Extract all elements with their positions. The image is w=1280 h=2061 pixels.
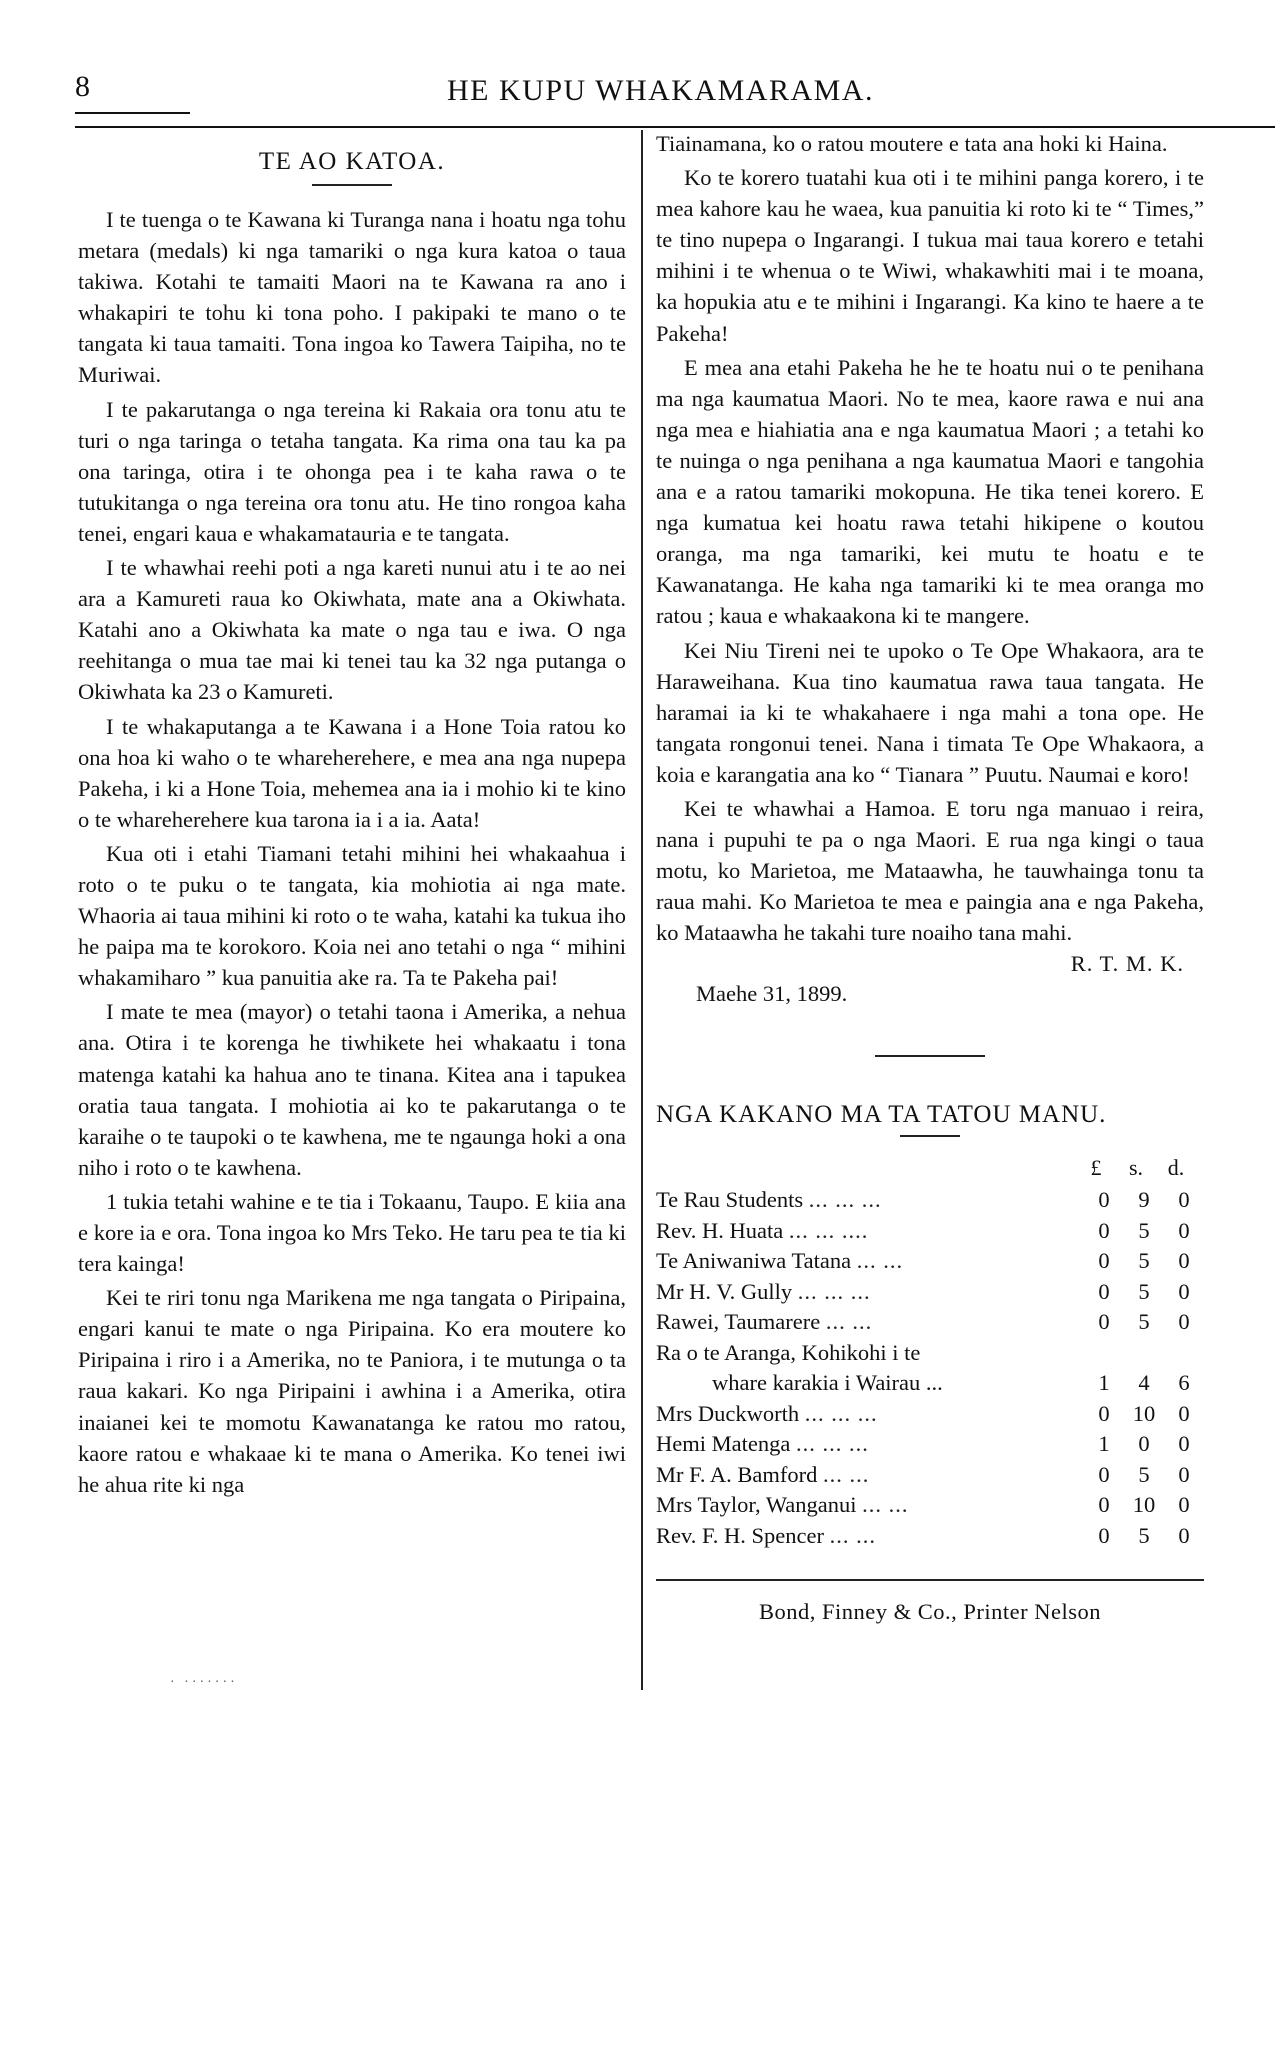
amount-pounds: 0 [1098, 1309, 1110, 1335]
subscriber-name [656, 1399, 1084, 1430]
bottom-mark: · ······· [170, 1675, 238, 1690]
subscription-row [656, 1216, 1204, 1247]
amount-pence: 0 [1178, 1461, 1190, 1487]
page-number-rule [75, 112, 190, 114]
amount-pence: 0 [1178, 1522, 1190, 1548]
subscription-row [656, 1429, 1204, 1460]
subscriber-name-text: Rawei, Taumarere [656, 1309, 821, 1335]
subscriber-name-text: Te Aniwaniwa Tatana [656, 1248, 852, 1274]
subscription-row [656, 1460, 1204, 1491]
column-divider [641, 130, 643, 1690]
amount-shillings: 4 [1138, 1370, 1150, 1396]
amount-pence: 0 [1178, 1431, 1190, 1457]
amount-shillings: 5 [1138, 1522, 1150, 1548]
amount-pounds: 0 [1098, 1522, 1110, 1548]
subscriber-name-text: Mr H. V. Gully [656, 1278, 793, 1304]
article-paragraph: Kei te riri tonu nga Marikena me nga tangata o Piripaina, engari kanui te mate o nga Piripaina. Ko era moutere ko Piripaina i riro i a Amerika, no te Paniora, i te mutunga o ta raua kakari. Ko nga Piripaini i awhina i a Amerika, otira inaianei kei te momotu Kawanatanga ke ratou mo ratou, kaore ratou e whakaae ki te mana o Amerika. Ko tenei iwi he ahua rite ki nga [78, 1285, 626, 1497]
leader-dots: ... ... ... [804, 1400, 878, 1426]
amount-pounds: 0 [1098, 1400, 1110, 1426]
article-paragraph: Kua oti i etahi Tiamani tetahi mihini hei whakaahua i roto o te puku o te tangata, kia mohiotia ai nga mate. Whaoria ai taua mihini ki roto o te waha, katahi ka tukua iho he paipa ma te korokoro. Koia nei ano tetahi o nga “ mihini whakamiharo ” kua panuitia ake ra. Ta te Pakeha pai! [78, 840, 626, 991]
subscriber-name [656, 1216, 1084, 1247]
pounds-header: £ [1090, 1155, 1102, 1181]
subscriber-name [656, 1429, 1084, 1460]
article-paragraph: Tiainamana, ko o ratou moutere e tata ana hoki ki Haina. [656, 131, 1168, 156]
amount-shillings: 5 [1138, 1248, 1150, 1274]
amount-shillings: 5 [1138, 1278, 1150, 1304]
article-paragraph: I te tuenga o te Kawana ki Turanga nana i hoatu nga tohu metara (medals) ki nga tamariki o nga kura katoa o taua takiwa. Kotahi te tamaiti Maori na te Kawana ra ano i whakapiri te tohu ki tona poho. I pakipaki te mano o te tangata ki taua tamaiti. Tona ingoa ko Tawera Taipiha, no te Muriwai. [78, 207, 626, 388]
signature: R. T. M. K. [1070, 951, 1184, 977]
subscription-row [656, 1246, 1204, 1277]
amount-pence: 0 [1178, 1492, 1190, 1518]
subscriptions-list [656, 1185, 1204, 1551]
subscriber-name [656, 1521, 1084, 1552]
leader-dots: ... ... [825, 1309, 873, 1335]
pence-header: d. [1167, 1155, 1185, 1181]
amount-shillings: 5 [1138, 1461, 1150, 1487]
subscription-row [656, 1521, 1204, 1552]
leader-dots: ... ... ... [808, 1187, 882, 1213]
printer-imprint: Bond, Finney & Co., Printer Nelson [759, 1599, 1101, 1625]
article-paragraph: I mate te mea (mayor) o tetahi taona i Amerika, a nehua ana. Otira i te korenga he tiwhikete hei whakaatu i tona matenga katahi ka hahua ano te tinana. Kitea ana i tapukea oratia taua tangata. I mohiotia ai ko te pakarutanga o te karaihe o te taupoki o te kawhena, me te ngaunga hoki a ona niho i roto o te kawhena. [78, 999, 626, 1180]
page-header [75, 68, 1185, 118]
amount-pounds: 0 [1098, 1278, 1110, 1304]
subscriber-name-text: Rev. H. Huata [656, 1217, 784, 1243]
subscriber-name [656, 1307, 1084, 1338]
amount-pence: 0 [1178, 1278, 1190, 1304]
amount-shillings: 5 [1138, 1217, 1150, 1243]
article-paragraph: I te whakaputanga a te Kawana i a Hone Toia ratou ko ona hoa ki waho o te whareherehere, e mea ana nga nupepa Pakeha, i ki a Hone Toia, mehemea ana ia i mohio ki te kino o te whareherehere kua tarona ia i a ia. Aata! [78, 713, 626, 832]
subscriber-name [656, 1246, 1084, 1277]
subscriber-name-text: Te Rau Students [656, 1187, 804, 1213]
subscription-row [656, 1185, 1204, 1216]
article-paragraph: Kei Niu Tireni nei te upoko o Te Ope Whakaora, ara te Haraweihana. Kua tino kaumatua rawa taua tangata. He haramai ia ki te whakahaere i nga mahi a tona ope. He tangata rongonui tenei. Nana i timata Te Ope Whakaora, a koia e karangatia ana ko “ Tianara ” Puutu. Naumai e koro! [656, 637, 1204, 787]
amount-pence: 0 [1178, 1309, 1190, 1335]
amount-pence: 6 [1178, 1370, 1190, 1396]
page-number: 8 [75, 70, 90, 103]
amount-pounds: 0 [1098, 1461, 1110, 1487]
subscriber-name [656, 1490, 1084, 1521]
leader-dots: ... ... .... [788, 1217, 869, 1243]
subscriber-name [656, 1338, 1084, 1399]
dateline: Maehe 31, 1899. [696, 981, 848, 1007]
amount-pence: 0 [1178, 1248, 1190, 1274]
article-paragraph: I te whawhai reehi poti a nga kareti nunui atu i te ao nei ara a Kamureti raua ko Okiwhata, mate ana a Okiwhata. Katahi ano a Okiwhata ka mate o nga tau e iwa. O nga reehitanga o mua tae mai ki tenei tau ka 32 nga putanga o Okiwhata ka 23 o Kamureti. [78, 555, 626, 705]
subscriber-name-line2: whare karakia i Wairau ... [712, 1370, 943, 1396]
amount-pounds: 0 [1098, 1187, 1110, 1213]
article-paragraph: Kei te whawhai a Hamoa. E toru nga manuao i reira, nana i pupuhi te pa o nga Maori. E rua nga kingi o taua motu, ko Marietoa, me Mataawha, he tauwhainga tonu ta raua mahi. Ko Marietoa te mea e paingia ana e nga Pakeha, ko Mataawha he takahi ture noaiho tana mahi. [656, 795, 1204, 946]
leader-dots: ... ... [856, 1248, 904, 1274]
leader-dots: ... ... [822, 1461, 870, 1487]
amount-shillings: 5 [1138, 1309, 1150, 1335]
subscriber-name-text: Mrs Duckworth [656, 1400, 800, 1426]
amount-pence: 0 [1178, 1187, 1190, 1213]
article-paragraph: Ko te korero tuatahi kua oti i te mihini panga korero, i te mea kahore kau he waea, kua panuitia ki roto ki te “ Times,” te tino nupepa o Ingarangi. I tukua mai taua korero e tetahi mihini i te whenua o te Wiwi, whakawhiti mai i te moana, ka hopukia atu e te mihini i Ingarangi. Ka kino te haere a te Pakeha! [656, 165, 1204, 346]
subscription-row [656, 1338, 1204, 1399]
article-paragraph: I te pakarutanga o nga tereina ki Rakaia ora tonu atu te turi o nga taringa o tetaha tangata. Ka rima ona tau ka pa ona taringa, otira i te ohonga pea i te kaha rawa o te tutukitanga o nga tereina ora tonu atu. He tino rongoa kaha tenei, engari kaua e whakamatauria e te tangata. [78, 396, 626, 546]
subscriber-name [656, 1185, 1084, 1216]
subscriber-name [656, 1460, 1084, 1491]
subscriber-name-text: Mrs Taylor, Wanganui [656, 1492, 857, 1518]
subscriber-name-text: Ra o te Aranga, Kohikohi i te [656, 1339, 921, 1365]
leader-dots: ... ... ... [795, 1431, 869, 1457]
printer-rule [656, 1579, 1204, 1581]
subscription-row [656, 1399, 1204, 1430]
heading-rule [312, 184, 392, 186]
subscriptions-heading: NGA KAKANO MA TA TATOU MANU. [656, 1101, 1107, 1129]
amount-pounds: 1 [1098, 1370, 1110, 1396]
section-rule [875, 1055, 985, 1057]
subscriber-name-text: Hemi Matenga [656, 1431, 791, 1457]
amount-shillings: 0 [1138, 1431, 1150, 1457]
section-heading: TE AO KATOA. [258, 148, 446, 175]
subscriptions-column-headers [656, 1155, 1204, 1185]
subscription-row [656, 1277, 1204, 1308]
subscriber-name-text: Mr F. A. Bamford [656, 1461, 818, 1487]
leader-dots: ... ... [829, 1522, 876, 1548]
amount-pounds: 0 [1098, 1248, 1110, 1274]
amount-pounds: 0 [1098, 1492, 1110, 1518]
amount-pence: 0 [1178, 1400, 1190, 1426]
right-column [656, 128, 1204, 1625]
subscriber-name [656, 1277, 1084, 1308]
amount-pence: 0 [1178, 1217, 1190, 1243]
article-paragraph: E mea ana etahi Pakeha he he te hoatu nui o te penihana ma nga kaumatua Maori. No te mea, kaore rawa e nui ana nga mea e hiahiatia ana e nga kaumatua Maori ; a tetahi ko te nuinga o nga penihana a nga kaumatua Maori e tangohia ana e a ratou tamariki mokopuna. He tika tenei korero. E nga kumatua kei hoatu rawa tetahi hikipene o koutou oranga, ma nga tamariki, kei mutu te hoatu e te Kawanatanga. He kaha nga tamariki ki te mea oranga mo ratou ; kaua e whakaakona ki te mangere. [656, 354, 1204, 629]
masthead-title: HE KUPU WHAKAMARAMA. [447, 74, 874, 107]
left-column [78, 138, 626, 1503]
subscriber-name-text: Rev. F. H. Spencer [656, 1522, 824, 1548]
amount-shillings: 10 [1132, 1400, 1156, 1426]
amount-shillings: 10 [1132, 1492, 1156, 1518]
subscriptions-heading-rule [900, 1135, 960, 1137]
leader-dots: ... ... ... [797, 1278, 871, 1304]
amount-pounds: 0 [1098, 1217, 1110, 1243]
amount-pounds: 1 [1098, 1431, 1110, 1457]
amount-shillings: 9 [1138, 1187, 1150, 1213]
shillings-header: s. [1128, 1155, 1144, 1181]
subscription-row [656, 1490, 1204, 1521]
subscription-row [656, 1307, 1204, 1338]
leader-dots: ... ... [862, 1492, 909, 1518]
article-paragraph: 1 tukia tetahi wahine e te tia i Tokaanu, Taupo. E kiia ana e kore ia e ora. Tona ingoa ko Mrs Teko. He taru pea te tia ki tera kainga! [78, 1188, 626, 1277]
